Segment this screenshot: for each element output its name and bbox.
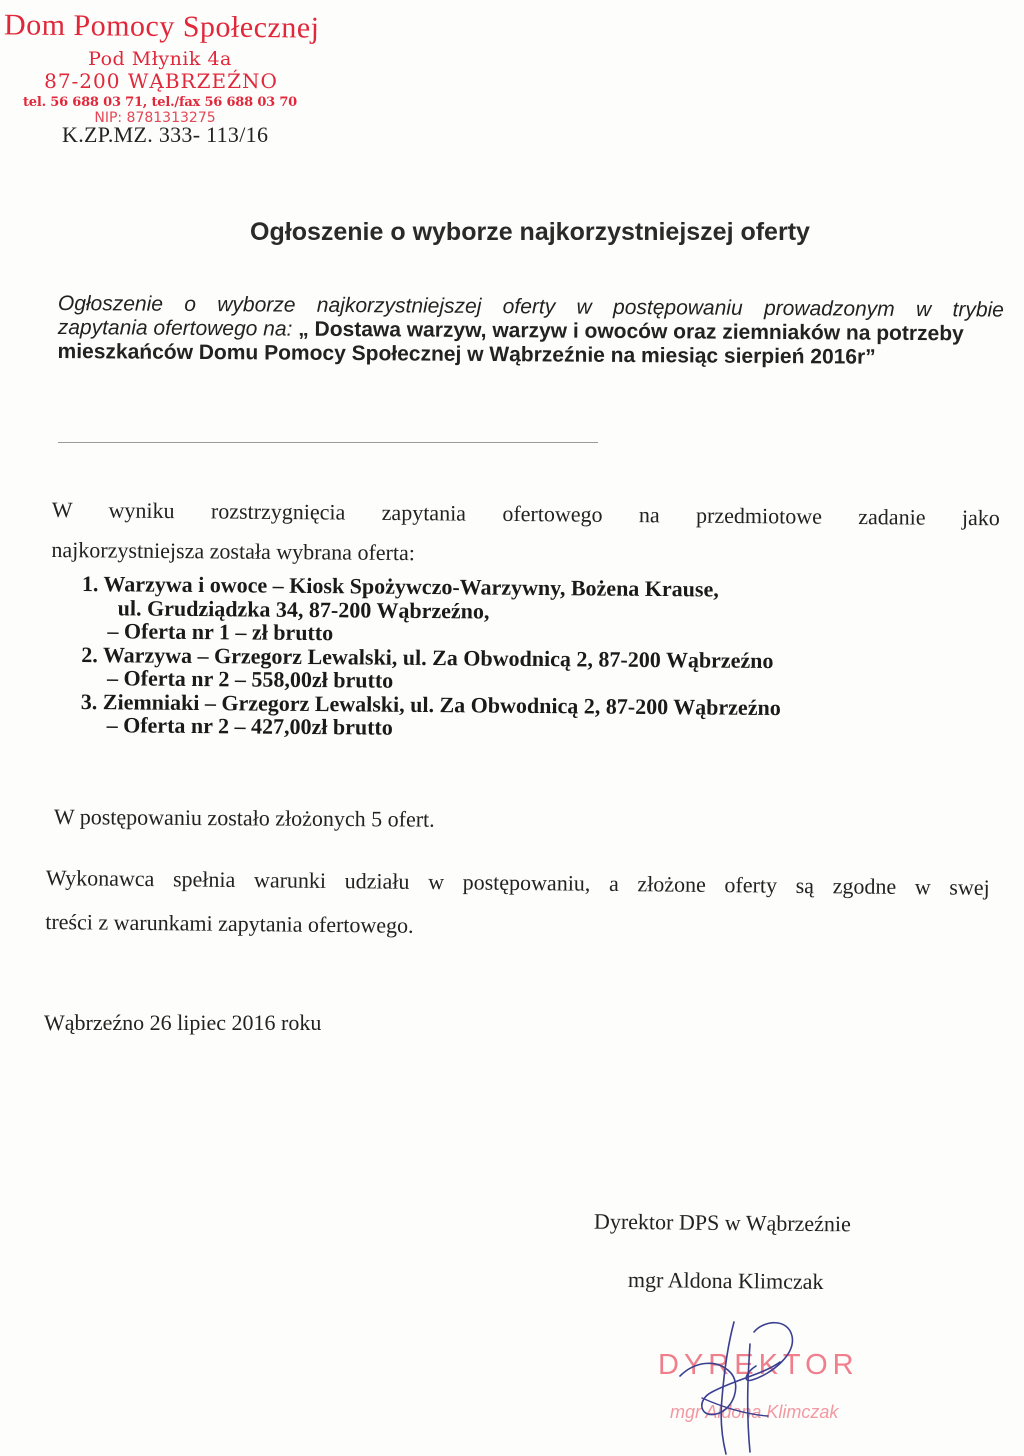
result-line-1: W wyniku rozstrzygnięcia zapytania ofertowego na przedmiotowe zadanie jako [51, 496, 1000, 531]
stamp-street: Pod Młynik 4a [88, 48, 232, 70]
intro-line-2: zapytania ofertowego na: [57, 315, 299, 341]
conditions-line-2: treści z warunkami zapytania ofertowego. [45, 908, 414, 938]
stamp-nip: NIP: 8781313275 [94, 110, 216, 126]
offer-3-title: 3. Ziemniaki – Grzegorz Lewalski, ul. Za Obwodnicą 2, 87-200 Wąbrzeźno [80, 688, 781, 720]
director-name: mgr Aldona Klimczak [627, 1266, 824, 1295]
handwritten-signature [672, 1314, 822, 1456]
result-line-2: najkorzystniejsza została wybrana oferta: [51, 536, 416, 566]
intro-paragraph [57, 292, 1003, 371]
stamp-city: 87-200 WĄBRZEŹNO [44, 69, 278, 93]
reference-number: K.ZP.MZ. 333- 113/16 [62, 122, 269, 147]
document-title: Ogłoszenie o wyborze najkorzystniejszej oferty [250, 218, 810, 246]
offers-list [81, 572, 982, 744]
offer-count-text: W postępowaniu zostało złożonych 5 ofert. [53, 804, 435, 832]
document-date: Wąbrzeźno 26 lipiec 2016 roku [44, 1010, 322, 1035]
divider-line [58, 442, 598, 443]
stamp-role: DYREKTOR [658, 1349, 859, 1381]
offer-1-address: ul. Grudziądzka 34, 87-200 Wąbrzeźno, [117, 594, 490, 624]
director-title: Dyrektor DPS w Wąbrzeźnie [593, 1208, 851, 1237]
institution-stamp [4, 10, 324, 125]
offer-2-title: 2. Warzywa – Grzegorz Lewalski, ul. Za Obwodnicą 2, 87-200 Wąbrzeźno [81, 641, 774, 673]
offer-2-price: – Oferta nr 2 – 558,00zł brutto [106, 665, 394, 693]
stamp-institution-name: Dom Pomocy Społecznej [3, 8, 320, 45]
intro-subject: „ Dostawa warzyw, warzyw i owoców oraz ziemniaków na potrzeby mieszkańców Domu Pomocy Społecznej w Wąbrzeźnie na miesiąc sierpień 2016r” [57, 317, 964, 369]
stamp-phone: tel. 56 688 03 71, tel./fax 56 688 03 70 [22, 95, 298, 110]
offer-3-price: – Oferta nr 2 – 427,00zł brutto [106, 712, 393, 740]
intro-line-1: Ogłoszenie o wyborze najkorzystniejszej oferty w postępowaniu prowadzonym w trybie [57, 292, 1004, 322]
offer-1-price: – Oferta nr 1 – zł brutto [107, 618, 334, 646]
result-paragraph [51, 490, 1000, 578]
stamp-person-name: mgr Aldona Klimczak [670, 1402, 839, 1422]
list-item [81, 689, 981, 744]
offer-1-title: 1. Warzywa i owoce – Kiosk Spożywczo-Warzywny, Bożena Krause, [81, 571, 719, 602]
conditions-line-1: Wykonawca spełnia warunki udziału w postępowaniu, a złożone oferty są zgodne w swej [45, 864, 990, 900]
conditions-paragraph [45, 856, 990, 954]
list-item [81, 572, 982, 650]
